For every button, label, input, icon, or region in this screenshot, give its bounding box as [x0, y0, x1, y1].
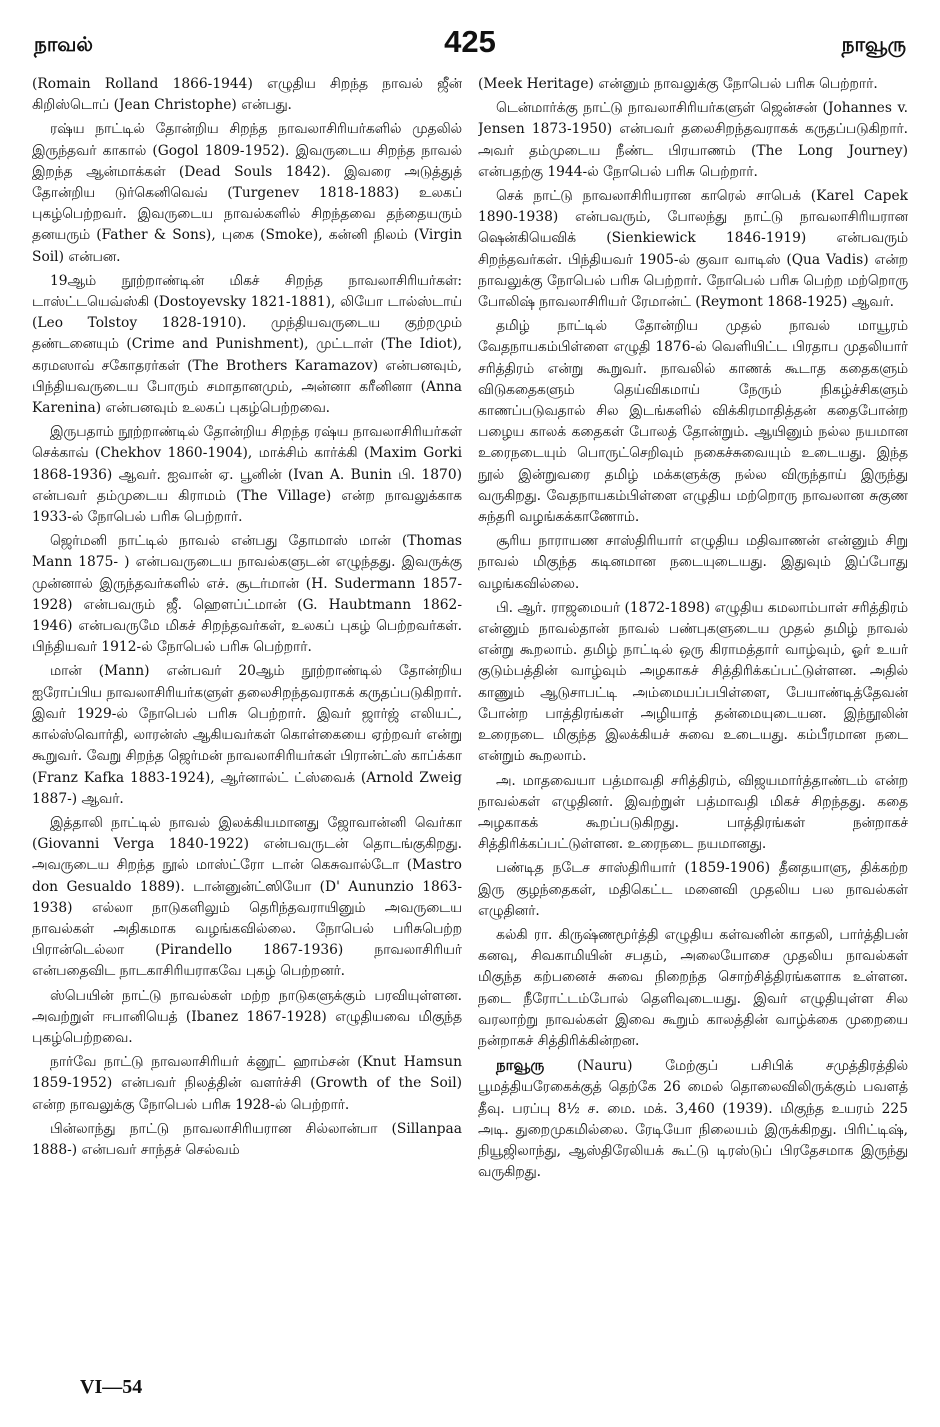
- page-header: [34, 24, 906, 68]
- signature-mark: VI—54: [80, 1376, 143, 1398]
- paragraph: பின்லாந்து நாட்டு நாவலாசிரியரான சில்லான்பா (Sillanpaa 1888-) என்பவர் சாந்தச் செல்வம்: [32, 1120, 462, 1158]
- running-head-right: நாவூரு: [841, 32, 906, 56]
- paragraph: மான் (Mann) என்பவர் 20ஆம் நூற்றாண்டில் தோன்றிய ஐரோப்பிய நாவலாசிரியர்களுள் தலைசிறந்தவராகக் கருதப்படுகிறார். இவர் 1929-ல் நோபெல் பரிசு பெற்றார். இவர் ஜார்ஜ் எலியட், கால்ஸ்வொர்தி, லாரன்ஸ் ஆகியவர்கள் கொள்கையை ஏற்றவர் என்று கூறுவர். வேறு சிறந்த ஜெர்மன் நாவலாசிரியர்கள் பிரான்ட்ஸ் காப்க்கா (Franz Kafka 1883-1924), ஆர்னால்ட் ட்ஸ்வைக் (Arnold Zweig 1887-) ஆவர்.: [32, 663, 462, 807]
- paragraph: இத்தாலி நாட்டில் நாவல் இலக்கியமானது ஜோவான்னி வெர்கா (Giovanni Verga 1840-1922) என்பவருடன் தொடங்குகிறது. அவருடைய சிறந்த நூல் மாஸ்ட்ரோ டான் கெசுவால்டோ (Mastro don Gesualdo 1889). டான்னுன்ட்ஸியோ (D' Aununzio 1863-1938) எல்லா நாடுகளிலும் தெரிந்தவராயினும் அவருடைய நாவல்கள் அதிகமாக வழங்கவில்லை. நோபெல் பரிசுபெற்ற பிரான்டெல்லா (Pirandello 1867-1936) நாவலாசிரியர் என்பதைவிட நாடகாசிரியராகவே புகழ் பெற்றனர்.: [32, 814, 462, 980]
- paragraph: ஸ்பெயின் நாட்டு நாவல்கள் மற்ற நாடுகளுக்கும் பரவியுள்ளன. அவற்றுள் ஈபானியெத் (Ibanez 1867-1928) எழுதியவை மிகுந்த புகழ்பெற்றவை.: [32, 987, 462, 1046]
- paragraph: 19ஆம் நூற்றாண்டின் மிகச் சிறந்த நாவலாசிரியர்கள்: டாஸ்ட்டயெவ்ஸ்கி (Dostoyevsky 1821-1881), லியோ டால்ஸ்டாய் (Leo Tolstoy 1828-1910). முந்தியவருடைய குற்றமும் தண்டனையும் (Crime and Punishment), முட்டாள் (The Idiot), கரமஸாவ் சகோதரர்கள் (The Brothers Karamazov) என்பனவும், பிந்தியவருடைய போரும் சமாதானமும், அன்னா கரீனினா (Anna Karenina) என்பனவும் உலகப் புகழ்பெற்றவை.: [32, 272, 462, 417]
- entry-body: (Nauru) மேற்குப் பசிபிக் சமுத்திரத்தில் பூமத்தியரேகைக்குத் தெற்கே 26 மைல் தொலைவிலிருக்கும் பவளத் தீவு. பரப்பு 8½ ச. மை. மக். 3,460 (1939). மிகுந்த உயரம் 225 அடி. துறைமுகமில்லை. ரேடியோ நிலையம் இருக்கிறது. பிரிட்டிஷ், நியூஜிலாந்து, ஆஸ்திரேலியக் கூட்டு டிரஸ்டுப் பிரதேசமாக இருந்து வருகிறது.: [478, 1058, 908, 1181]
- paragraph: இருபதாம் நூற்றாண்டில் தோன்றிய சிறந்த ரஷ்ய நாவலாசிரியர்கள் செக்காவ் (Chekhov 1860-1904), மாக்சிம் கார்க்கி (Maxim Gorki 1868-1936) ஆவர். ஐவான் ஏ. பூனின் (Ivan A. Bunin பி. 1870) என்பவர் தம்முடைய கிராமம் (The Village) என்ற நாவலுக்காக 1933-ல் நோபெல் பரிசு பெற்றார்.: [32, 424, 462, 526]
- running-head-left: நாவல்: [34, 32, 94, 56]
- paragraph: நார்வே நாட்டு நாவலாசிரியர் க்னூட் ஹாம்சன் (Knut Hamsun 1859-1952) என்பவர் நிலத்தின் வளர்ச்சி (Growth of the Soil) என்ற நாவலுக்கு நோபெல் பரிசு 1928-ல் பெற்றார்.: [32, 1054, 462, 1113]
- paragraph: பி. ஆர். ராஜமையர் (1872-1898) எழுதிய கமலாம்பாள் சரித்திரம் என்னும் நாவல்தான் நாவல் பண்புகளுடைய முதல் தமிழ் நாவல் என்று கூறலாம். தமிழ் நாட்டில் ஒரு கிராமத்தார் வாழ்வும், ஓர் உயர் குடும்பத்தின் வாழ்வும் அழகாகச் சித்திரிக்கப்பட்டுள்ளன. அதில் காணும் ஆடுசாபட்டி அம்மையப்பபிள்ளை, பேயாண்டித்தேவன் போன்ற பாத்திரங்கள் அழியாத் தன்மையுடையன. இந்நூலின் உரைநடை மிகுந்த இலக்கியச் சுவை உடையது. கம்பீரமான நடை என்றும் கூறலாம்.: [478, 599, 908, 765]
- paragraph: சூரிய நாராயண சாஸ்திரியார் எழுதிய மதிவாணன் என்னும் சிறு நாவல் மிகுந்த கடினமான நடையுடையது. இதுவும் இப்போது வழங்கவில்லை.: [478, 533, 908, 592]
- page-number: 425: [444, 24, 496, 59]
- entry-paragraph: [478, 1055, 908, 1183]
- paragraph: அ. மாதவையா பத்மாவதி சரித்திரம், விஜயமார்த்தாண்டம் என்ற நாவல்கள் எழுதினர். இவற்றுள் பத்மாவதி மிகச் சிறந்தது. கதை அழகாகக் கூறப்படுகிறது. பாத்திரங்கள் நன்றாகச் சித்திரிக்கப்பட்டுள்ளன. உரைநடை நயமானது.: [478, 772, 908, 853]
- paragraph: ஜெர்மனி நாட்டில் நாவல் என்பது தோமாஸ் மான் (Thomas Mann 1875- ) என்பவருடைய நாவல்களுடன் எழுந்தது. இவருக்கு முன்னால் இருந்தவர்களில் எச். சூடர்மான் (H. Sudermann 1857-1928) என்பவரும் ஜீ. ஹௌப்ட்மான் (G. Haubtmann 1862-1946) என்பவருமே மிகச் சிறந்தவர்கள், உலகப் புகழ் பெற்றவர்கள். பிந்தியவர் 1912-ல் நோபெல் பரிசு பெற்றார்.: [32, 533, 462, 656]
- entry-headword: நாவூரு: [496, 1056, 545, 1075]
- paragraph: ரஷ்ய நாட்டில் தோன்றிய சிறந்த நாவலாசிரியர்களில் முதலில் இருந்தவர் காகால் (Gogol 1809-1952). இவருடைய சிறந்த நாவல் இறந்த ஆன்மாக்கள் (Dead Souls 1842). இவரை அடுத்துத் தோன்றிய டுர்கெனிவெவ் (Turgenev 1818-1883) உலகப் புகழ்பெற்றவர். இவருடைய நாவல்களில் சிறந்தவை தந்தையரும் தனயரும் (Father & Sons), புகை (Smoke), கன்னி நிலம் (Virgin Soil) என்பன.: [32, 121, 462, 265]
- paragraph: (Meek Heritage) என்னும் நாவலுக்கு நோபெல் பரிசு பெற்றார்.: [478, 76, 878, 92]
- right-column: [478, 74, 908, 1364]
- paragraph: கல்கி ரா. கிருஷ்ணமூர்த்தி எழுதிய கள்வனின் காதலி, பார்த்திபன் கனவு, சிவகாமியின் சபதம், அலையோசை முதலிய நாவல்கள் மிகுந்த கற்பனைச் சுவை நிறைந்த சொற்சித்திரங்களாக உள்ளன. நடை நீரோட்டம்போல் தெளிவுடையது. இவர் எழுதியுள்ள சில வரலாற்று நாவல்கள் இவை கூறும் காலத்தின் வாழ்க்கை முறையை நன்றாகச் சித்திரிக்கின்றன.: [478, 926, 908, 1049]
- left-column: [32, 74, 462, 1364]
- paragraph: பண்டித நடேச சாஸ்திரியார் (1859-1906) தீனதயாளு, திக்கற்ற இரு குழந்தைகள், மதிகெட்ட மனைவி முதலிய பல நாவல்கள் எழுதினர்.: [478, 860, 908, 919]
- paragraph: தமிழ் நாட்டில் தோன்றிய முதல் நாவல் மாயூரம் வேதநாயகம்பிள்ளை எழுதி 1876-ல் வெளியிட்ட பிரதாப முதலியார் சரித்திரம் என்று கூறுவர். நாவலில் காணக் கூடாத கதைகளும் விடுகதைகளும் தெய்விகமாய் நேரும் நிகழ்ச்சிகளும் காணப்படுவதால் சில இடங்களில் விக்கிரமாதித்தன் கதைபோன்ற பழைய காலக் கதைகள் போலத் தோன்றும். ஆயினும் நல்ல நயமான உரைநடையும் பொருட்செறிவும் நகைச்சுவையும் உடையது. இந்த நூல் இன்றுவரை தமிழ் மக்களுக்கு நல்ல விருந்தாய் இருந்து வருகிறது. வேதநாயகம்பிள்ளை எழுதிய மற்றொரு நாவலான சுகுண சுந்தரி வழங்கக்காணோம்.: [478, 318, 908, 526]
- paragraph: (Romain Rolland 1866-1944) எழுதிய சிறந்த நாவல் ஜீன் கிறிஸ்டொப் (Jean Christophe) என்பது.: [32, 76, 462, 114]
- paragraph: டென்மார்க்கு நாட்டு நாவலாசிரியர்களுள் ஜென்சன் (Johannes v. Jensen 1873-1950) என்பவர் தலைசிறந்தவராகக் கருதப்படுகிறார். அவர் தம்முடைய நீண்ட பிரயாணம் (The Long Journey) என்பதற்கு 1944-ல் நோபெல் பரிசு பெற்றார்.: [478, 100, 908, 180]
- text-columns: [32, 74, 908, 1364]
- paragraph: செக் நாட்டு நாவலாசிரியரான காரெல் சாபெக் (Karel Capek 1890-1938) என்பவரும், போலந்து நாட்டு நாவலாசிரியரான ஷென்கியெவிக் (Sienkiewick 1846-1919) என்பவரும் சிறந்தவர்கள். பிந்தியவர் 1905-ல் குவா வாடிஸ் (Qua Vadis) என்ற நாவலுக்கு நோபெல் பரிசு பெற்றார். நோபெல் பரிசு பெற்ற மற்றொரு போலிஷ் நாவலாசிரியர் ரேமான்ட் (Reymont 1868-1925) ஆவர்.: [478, 188, 908, 311]
